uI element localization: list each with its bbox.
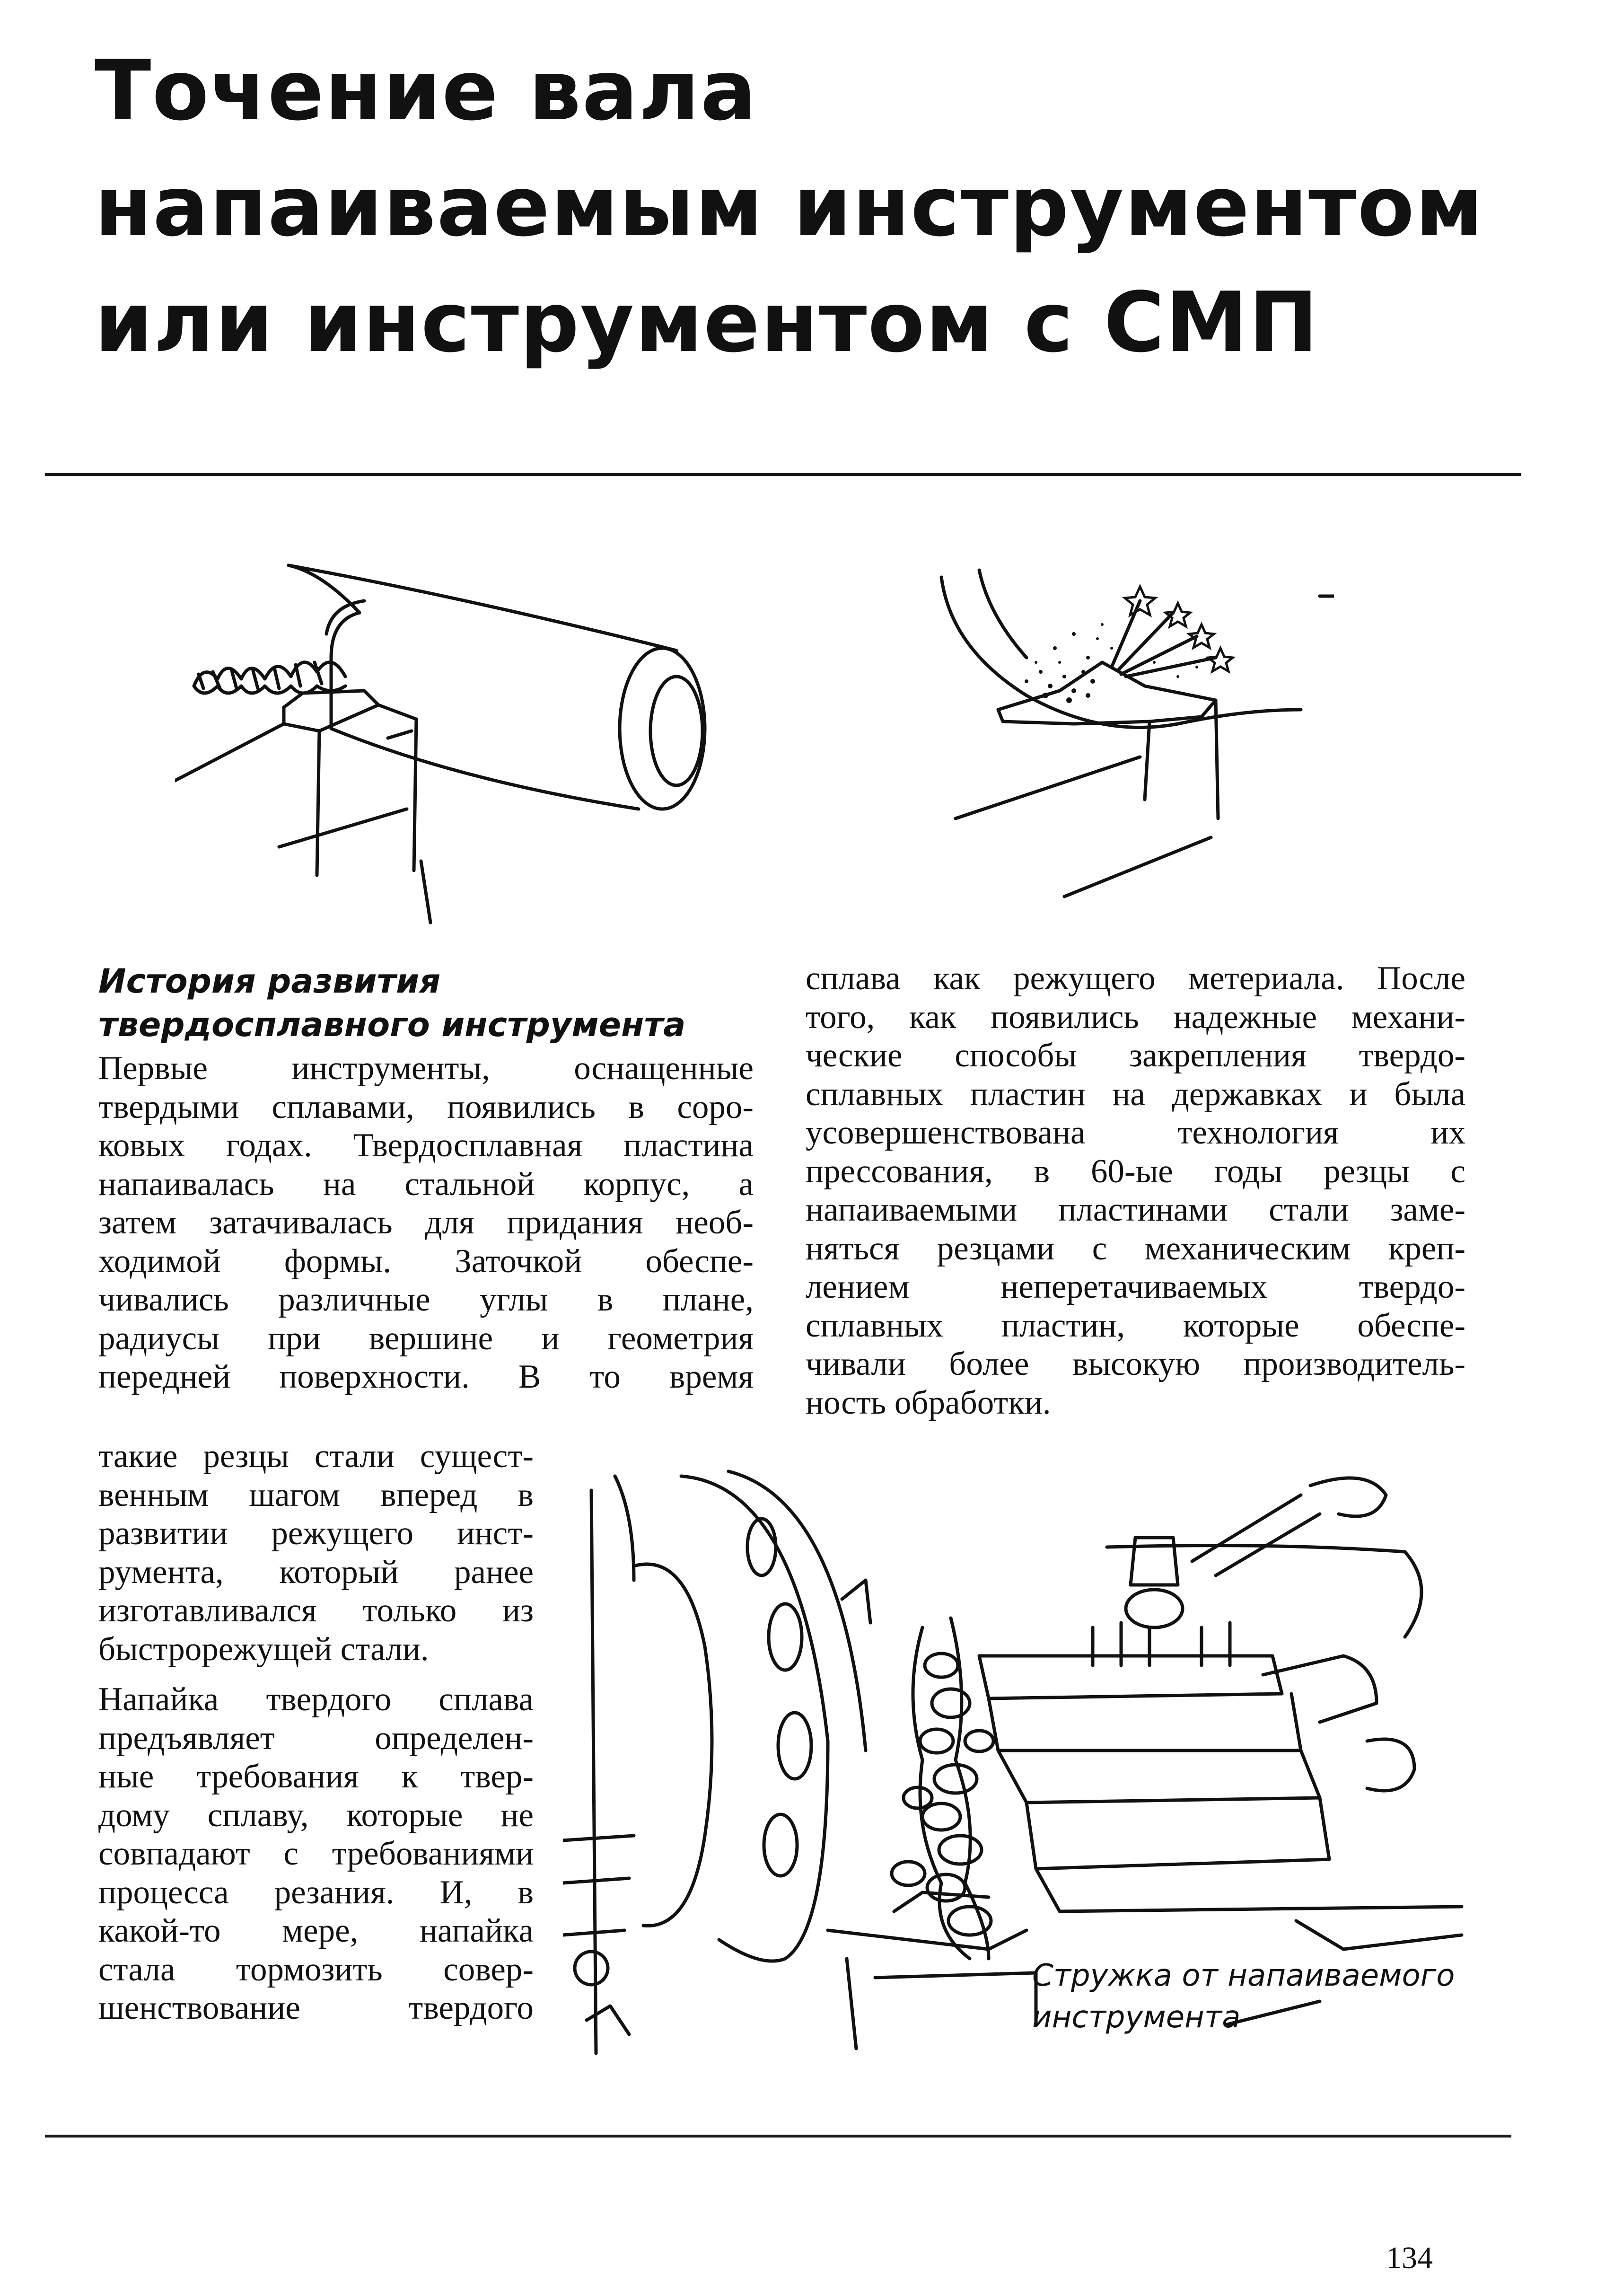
section-heading-line-1: История развития bbox=[98, 962, 441, 1001]
text-line: развитии режущего инст- bbox=[98, 1515, 534, 1552]
text-line: радиусы при вершине и геометрия bbox=[98, 1320, 754, 1357]
left-column-paragraph-1 bbox=[98, 1049, 754, 1397]
text-line: ные требования к твер- bbox=[98, 1758, 534, 1795]
text-line: венным шагом вперед в bbox=[98, 1476, 534, 1513]
text-line: Первые инструменты, оснащенные bbox=[98, 1050, 754, 1087]
text-line: стала тормозить совер- bbox=[98, 1951, 534, 1988]
title-line-2: напаиваемым инструментом bbox=[95, 159, 1484, 255]
left-column-paragraph-1-continued bbox=[98, 1437, 534, 1669]
text-line: чивали более высокую производитель- bbox=[806, 1346, 1465, 1382]
text-line: прессования, в 60-ые годы резцы с bbox=[806, 1152, 1465, 1190]
figure-caption bbox=[1032, 1955, 1505, 2038]
text-line: лением неперетачиваемых твердо- bbox=[806, 1268, 1465, 1305]
caption-line-1: Стружка от напаиваемого bbox=[1032, 1958, 1455, 1993]
text-line: Напайка твердого сплава bbox=[98, 1681, 534, 1718]
title-line-1: Точение вала bbox=[95, 43, 757, 139]
text-line: твердыми сплавами, появились в соро- bbox=[98, 1088, 754, 1126]
text-line: напаиваемыми пластинами стали заме- bbox=[806, 1191, 1465, 1228]
text-line: сплавных пластин, которые обеспе- bbox=[806, 1307, 1465, 1344]
text-line: напаивалась на стальной корпус, а bbox=[98, 1165, 754, 1203]
text-line: совпадают с требованиями bbox=[98, 1835, 534, 1872]
text-line: шенствование твердого bbox=[98, 1989, 534, 2026]
text-line: предъявляет определен- bbox=[98, 1719, 534, 1757]
text-line: усовершенствована технология их bbox=[806, 1114, 1465, 1151]
text-line: ность обработки. bbox=[806, 1384, 1051, 1421]
text-line: ческие способы закрепления твердо- bbox=[806, 1037, 1465, 1074]
title-line-3: или инструментом с СМП bbox=[95, 275, 1319, 371]
left-column-paragraph-2 bbox=[98, 1680, 534, 2028]
text-line: процесса резания. И, в bbox=[98, 1874, 534, 1911]
text-line: сплава как режущего метериала. После bbox=[806, 960, 1465, 997]
text-line: быстрорежущей стали. bbox=[98, 1630, 429, 1668]
bottom-divider-rule bbox=[45, 2135, 1511, 2138]
text-line: ходимой формы. Заточкой обеспе- bbox=[98, 1242, 754, 1280]
text-line: чивались различные углы в плане, bbox=[98, 1281, 754, 1318]
section-heading-line-2: твердосплавного инструмента bbox=[98, 1005, 686, 1044]
text-line: передней поверхности. В то время bbox=[98, 1358, 754, 1395]
shaft-turning-illustration bbox=[175, 544, 743, 937]
section-heading bbox=[98, 959, 761, 1047]
caption-line-2: инструмента bbox=[1032, 2000, 1241, 2035]
text-line: ковых годах. Твердосплавная пластина bbox=[98, 1127, 754, 1164]
page-title bbox=[95, 33, 1561, 381]
text-line: того, как появились надежные механи- bbox=[806, 998, 1465, 1036]
text-line: сплавных пластин на державках и была bbox=[806, 1075, 1465, 1113]
text-line: затем затачивалась для придания необ- bbox=[98, 1204, 754, 1241]
text-line: изготавливался только из bbox=[98, 1592, 534, 1629]
right-column-paragraph bbox=[806, 959, 1465, 1422]
text-line: какой-то мере, напайка bbox=[98, 1912, 534, 1949]
top-divider-rule bbox=[45, 473, 1521, 476]
text-line: дому сплаву, которые не bbox=[98, 1796, 534, 1834]
grinding-wheel-illustration bbox=[932, 554, 1334, 913]
page-number: 134 bbox=[1386, 2241, 1433, 2275]
text-line: такие резцы стали сущест- bbox=[98, 1438, 534, 1475]
text-line: румента, который ранее bbox=[98, 1553, 534, 1591]
text-line: няться резцами с механическим креп- bbox=[806, 1230, 1465, 1267]
